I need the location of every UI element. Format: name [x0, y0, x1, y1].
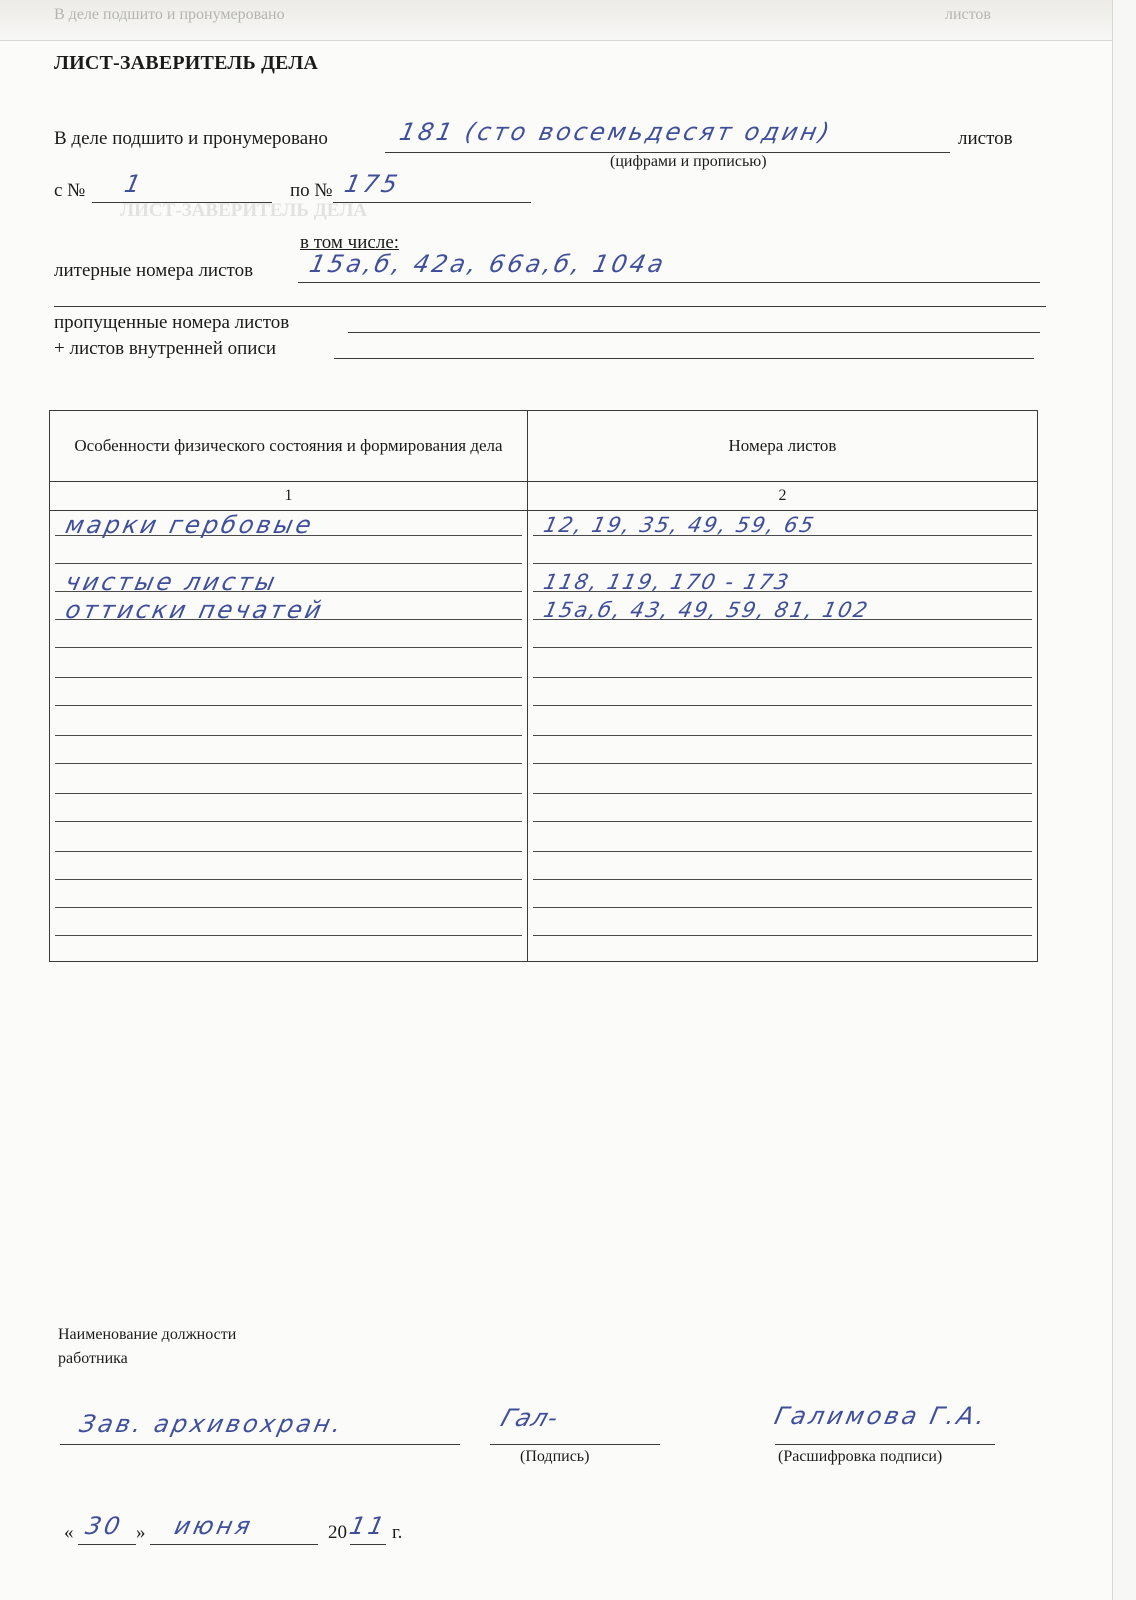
position-caption-1: Наименование должности: [58, 1326, 237, 1343]
condition-table: [49, 410, 1038, 962]
bleed-through-title: ЛИСТ-ЗАВЕРИТЕЛЬ ДЕЛА: [120, 200, 368, 221]
from-underline: [92, 202, 272, 203]
ruled-line: [533, 735, 1032, 736]
table-body-row: [50, 511, 1038, 962]
col1-header: Особенности физического состояния и формирования дела: [50, 411, 528, 482]
internal-inventory-underline: [334, 358, 1034, 359]
sewn-caption: (цифрами и прописью): [610, 153, 767, 170]
sewn-label: В деле подшито и пронумеровано: [54, 128, 328, 149]
letter-numbers-extra-line: [54, 306, 1046, 307]
signature-scribble: Гал-: [497, 1404, 563, 1432]
ruled-line: [55, 793, 522, 794]
ruled-line: [533, 647, 1032, 648]
ruled-line: [55, 851, 522, 852]
ruled-line: [533, 821, 1032, 822]
letter-numbers-underline: [298, 282, 1040, 283]
ruled-line: [533, 907, 1032, 908]
ruled-line: [55, 935, 522, 936]
feature-row-1: марки гербовые: [63, 511, 317, 539]
from-value-handwritten: 1: [122, 170, 147, 198]
sheets-row-3: 118, 119, 170 - 173: [541, 570, 793, 594]
signature-caption: (Подпись): [520, 1448, 590, 1465]
ruled-line: [533, 705, 1032, 706]
decoding-underline: [775, 1444, 995, 1445]
previous-page-bleed: [0, 0, 1112, 41]
table-number-row: [50, 482, 1038, 511]
to-label: по №: [290, 180, 333, 201]
internal-inventory-label: + листов внутренней описи: [54, 338, 277, 359]
decoding-value-handwritten: Галимова Г.А.: [772, 1402, 991, 1430]
ruled-line: [533, 793, 1032, 794]
date-day-handwritten: 30: [83, 1512, 126, 1540]
sewn-value-handwritten: 181 (сто восемьдесят один): [397, 118, 835, 146]
ruled-line: [533, 763, 1032, 764]
bleed-text-right: листов: [945, 6, 991, 23]
ruled-line: [533, 851, 1032, 852]
sheets-row-1: 12, 19, 35, 49, 59, 65: [541, 513, 818, 537]
including-label: в том числе:: [300, 232, 400, 253]
ruled-line: [55, 705, 522, 706]
ruled-line: [533, 677, 1032, 678]
date-year-prefix: 20: [328, 1522, 347, 1543]
date-month-underline: [150, 1544, 318, 1545]
to-value-handwritten: 175: [342, 170, 403, 198]
ruled-line: [55, 677, 522, 678]
position-value-handwritten: Зав. архивохран.: [77, 1410, 347, 1438]
ruled-line: [55, 879, 522, 880]
ruled-line: [55, 907, 522, 908]
position-caption-2: работника: [58, 1350, 128, 1367]
form-title: ЛИСТ-ЗАВЕРИТЕЛЬ ДЕЛА: [54, 52, 319, 74]
missing-numbers-label: пропущенные номера листов: [54, 312, 290, 333]
signature-underline: [490, 1444, 660, 1445]
col2-header: Номера листов: [528, 411, 1038, 482]
missing-numbers-underline: [348, 332, 1040, 333]
date-open-quote: «: [64, 1522, 74, 1543]
features-cell: [50, 511, 528, 962]
decoding-caption: (Расшифровка подписи): [778, 1448, 943, 1465]
col2-number: 2: [528, 482, 1038, 511]
ruled-line: [55, 821, 522, 822]
sheets-word: листов: [958, 128, 1013, 149]
feature-row-4: оттиски печатей: [63, 596, 327, 624]
sheets-row-4: 15а,б, 43, 49, 59, 81, 102: [541, 598, 872, 622]
date-month-handwritten: июня: [172, 1512, 256, 1540]
col1-number: 1: [50, 482, 528, 511]
ruled-line: [533, 935, 1032, 936]
date-year-handwritten: 11: [347, 1512, 390, 1540]
feature-row-3: чистые листы: [63, 568, 281, 596]
to-underline: [333, 202, 531, 203]
from-label: с №: [54, 180, 86, 201]
letter-numbers-label: литерные номера листов: [54, 260, 254, 281]
date-day-underline: [78, 1544, 136, 1545]
ruled-line: [533, 563, 1032, 564]
ruled-line: [55, 763, 522, 764]
bleed-text-left: В деле подшито и пронумеровано: [54, 6, 285, 23]
table-header-row: [50, 411, 1038, 482]
letter-numbers-handwritten: 15а,б, 42а, 66а,б, 104а: [307, 250, 669, 278]
ruled-line: [55, 647, 522, 648]
date-year-underline: [350, 1544, 386, 1545]
position-underline: [60, 1444, 460, 1445]
date-close-quote: »: [136, 1522, 146, 1543]
ruled-line: [55, 563, 522, 564]
date-year-word: г.: [392, 1522, 403, 1543]
ruled-line: [533, 879, 1032, 880]
sheet-numbers-cell: [528, 511, 1038, 962]
ruled-line: [55, 735, 522, 736]
